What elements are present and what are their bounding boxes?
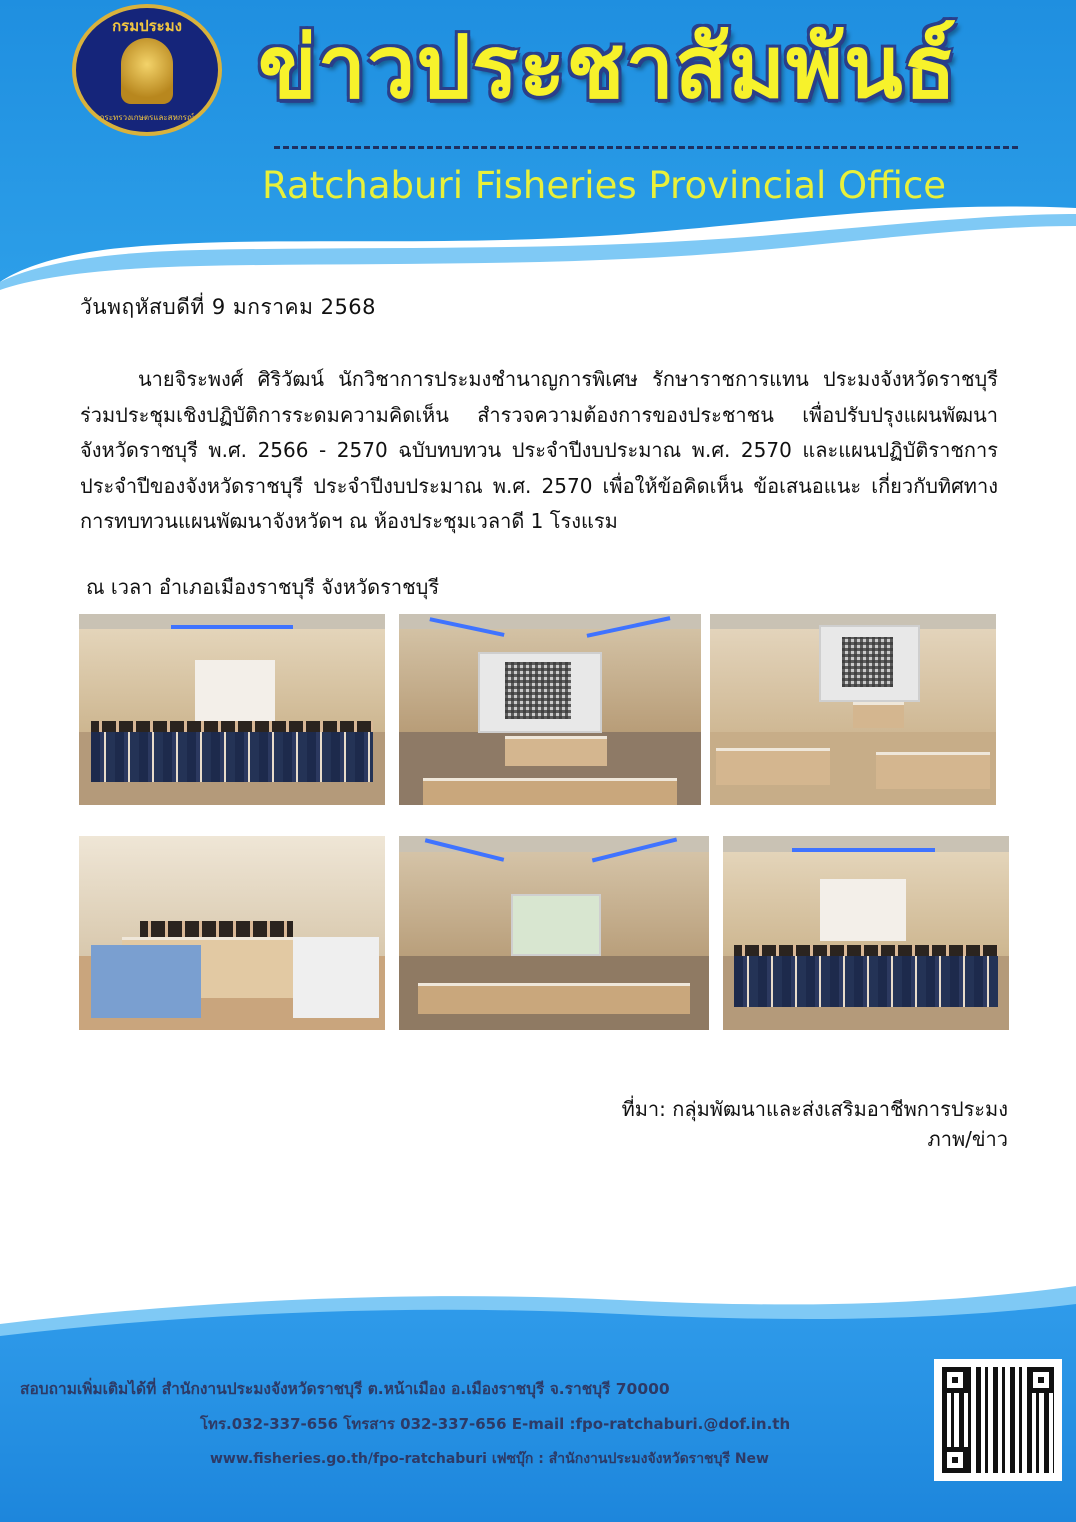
logo-ring-top-text: กรมประมง bbox=[112, 17, 182, 35]
photo-group-2 bbox=[723, 836, 1009, 1030]
title-divider bbox=[274, 146, 1018, 149]
photo-presentation-slide bbox=[399, 836, 709, 1030]
fisheries-logo bbox=[72, 4, 222, 136]
photo-group-1 bbox=[79, 614, 385, 805]
footer-contact-phone: โทร.032-337-656 โทรสาร 032-337-656 E-mail :fpo-ratchaburi.@dof.in.th bbox=[200, 1415, 791, 1433]
qr-code-icon bbox=[934, 1359, 1062, 1481]
footer-contact-address: สอบถามเพิ่มเติมได้ที่ สำนักงานประมงจังหวัดราชบุรี ต.หน้าเมือง อ.เมืองราชบุรี จ.ราชบุรี 70000 bbox=[20, 1380, 670, 1398]
news-body: นายจิระพงศ์ ศิริวัฒน์ นักวิชาการประมงชำนาญการพิเศษ รักษาราชการแทน ประมงจังหวัดราชบุรี ร่วมประชุมเชิงปฏิบัติการระดมความคิดเห็น สำรวจความต้องการของประชาชน เพื่อปรับปรุงแผนพัฒนาจังหวัดราชบุรี พ.ศ. 2566 - 2570 ฉบับทบทวน ประจำปีงบประมาณ พ.ศ. 2570 และแผนปฏิบัติราชการประจำปีของจังหวัดราชบุรี ประจำปีงบประมาณ พ.ศ. 2570 เพื่อให้ข้อคิดเห็น ข้อเสนอแนะ เกี่ยวกับทิศทางการทบทวนแผนพัฒนาจังหวัดฯ ณ ห้องประชุมเวลาดี 1 โรงแรม bbox=[80, 367, 998, 533]
header-banner bbox=[0, 0, 1076, 300]
credit-type: ภาพ/ข่าว bbox=[927, 1127, 1008, 1151]
footer-contact-web: www.fisheries.go.th/fpo-ratchaburi เฟซบุ๊ก : สำนักงานประมงจังหวัดราชบุรี New bbox=[210, 1451, 769, 1467]
photo-workshop bbox=[79, 836, 385, 1030]
credit-source: ที่มา: กลุ่มพัฒนาและส่งเสริมอาชีพการประมง bbox=[621, 1097, 1008, 1121]
seal-emblem-icon bbox=[121, 38, 173, 104]
news-body-tail: ณ เวลา อำเภอเมืองราชบุรี จังหวัดราชบุรี bbox=[86, 575, 440, 599]
page-title-thai: ข่าวประชาสัมพันธ์ bbox=[258, 18, 958, 118]
news-credit bbox=[622, 1094, 1008, 1154]
photo-meeting-room bbox=[710, 614, 996, 805]
logo-ring-bottom-text: กระทรวงเกษตรและสหกรณ์ bbox=[99, 113, 195, 122]
news-date: วันพฤหัสบดีที่ 9 มกราคม 2568 bbox=[80, 295, 377, 319]
page-title-english: Ratchaburi Fisheries Provincial Office bbox=[262, 164, 947, 207]
photo-presentation-qr bbox=[399, 614, 701, 805]
